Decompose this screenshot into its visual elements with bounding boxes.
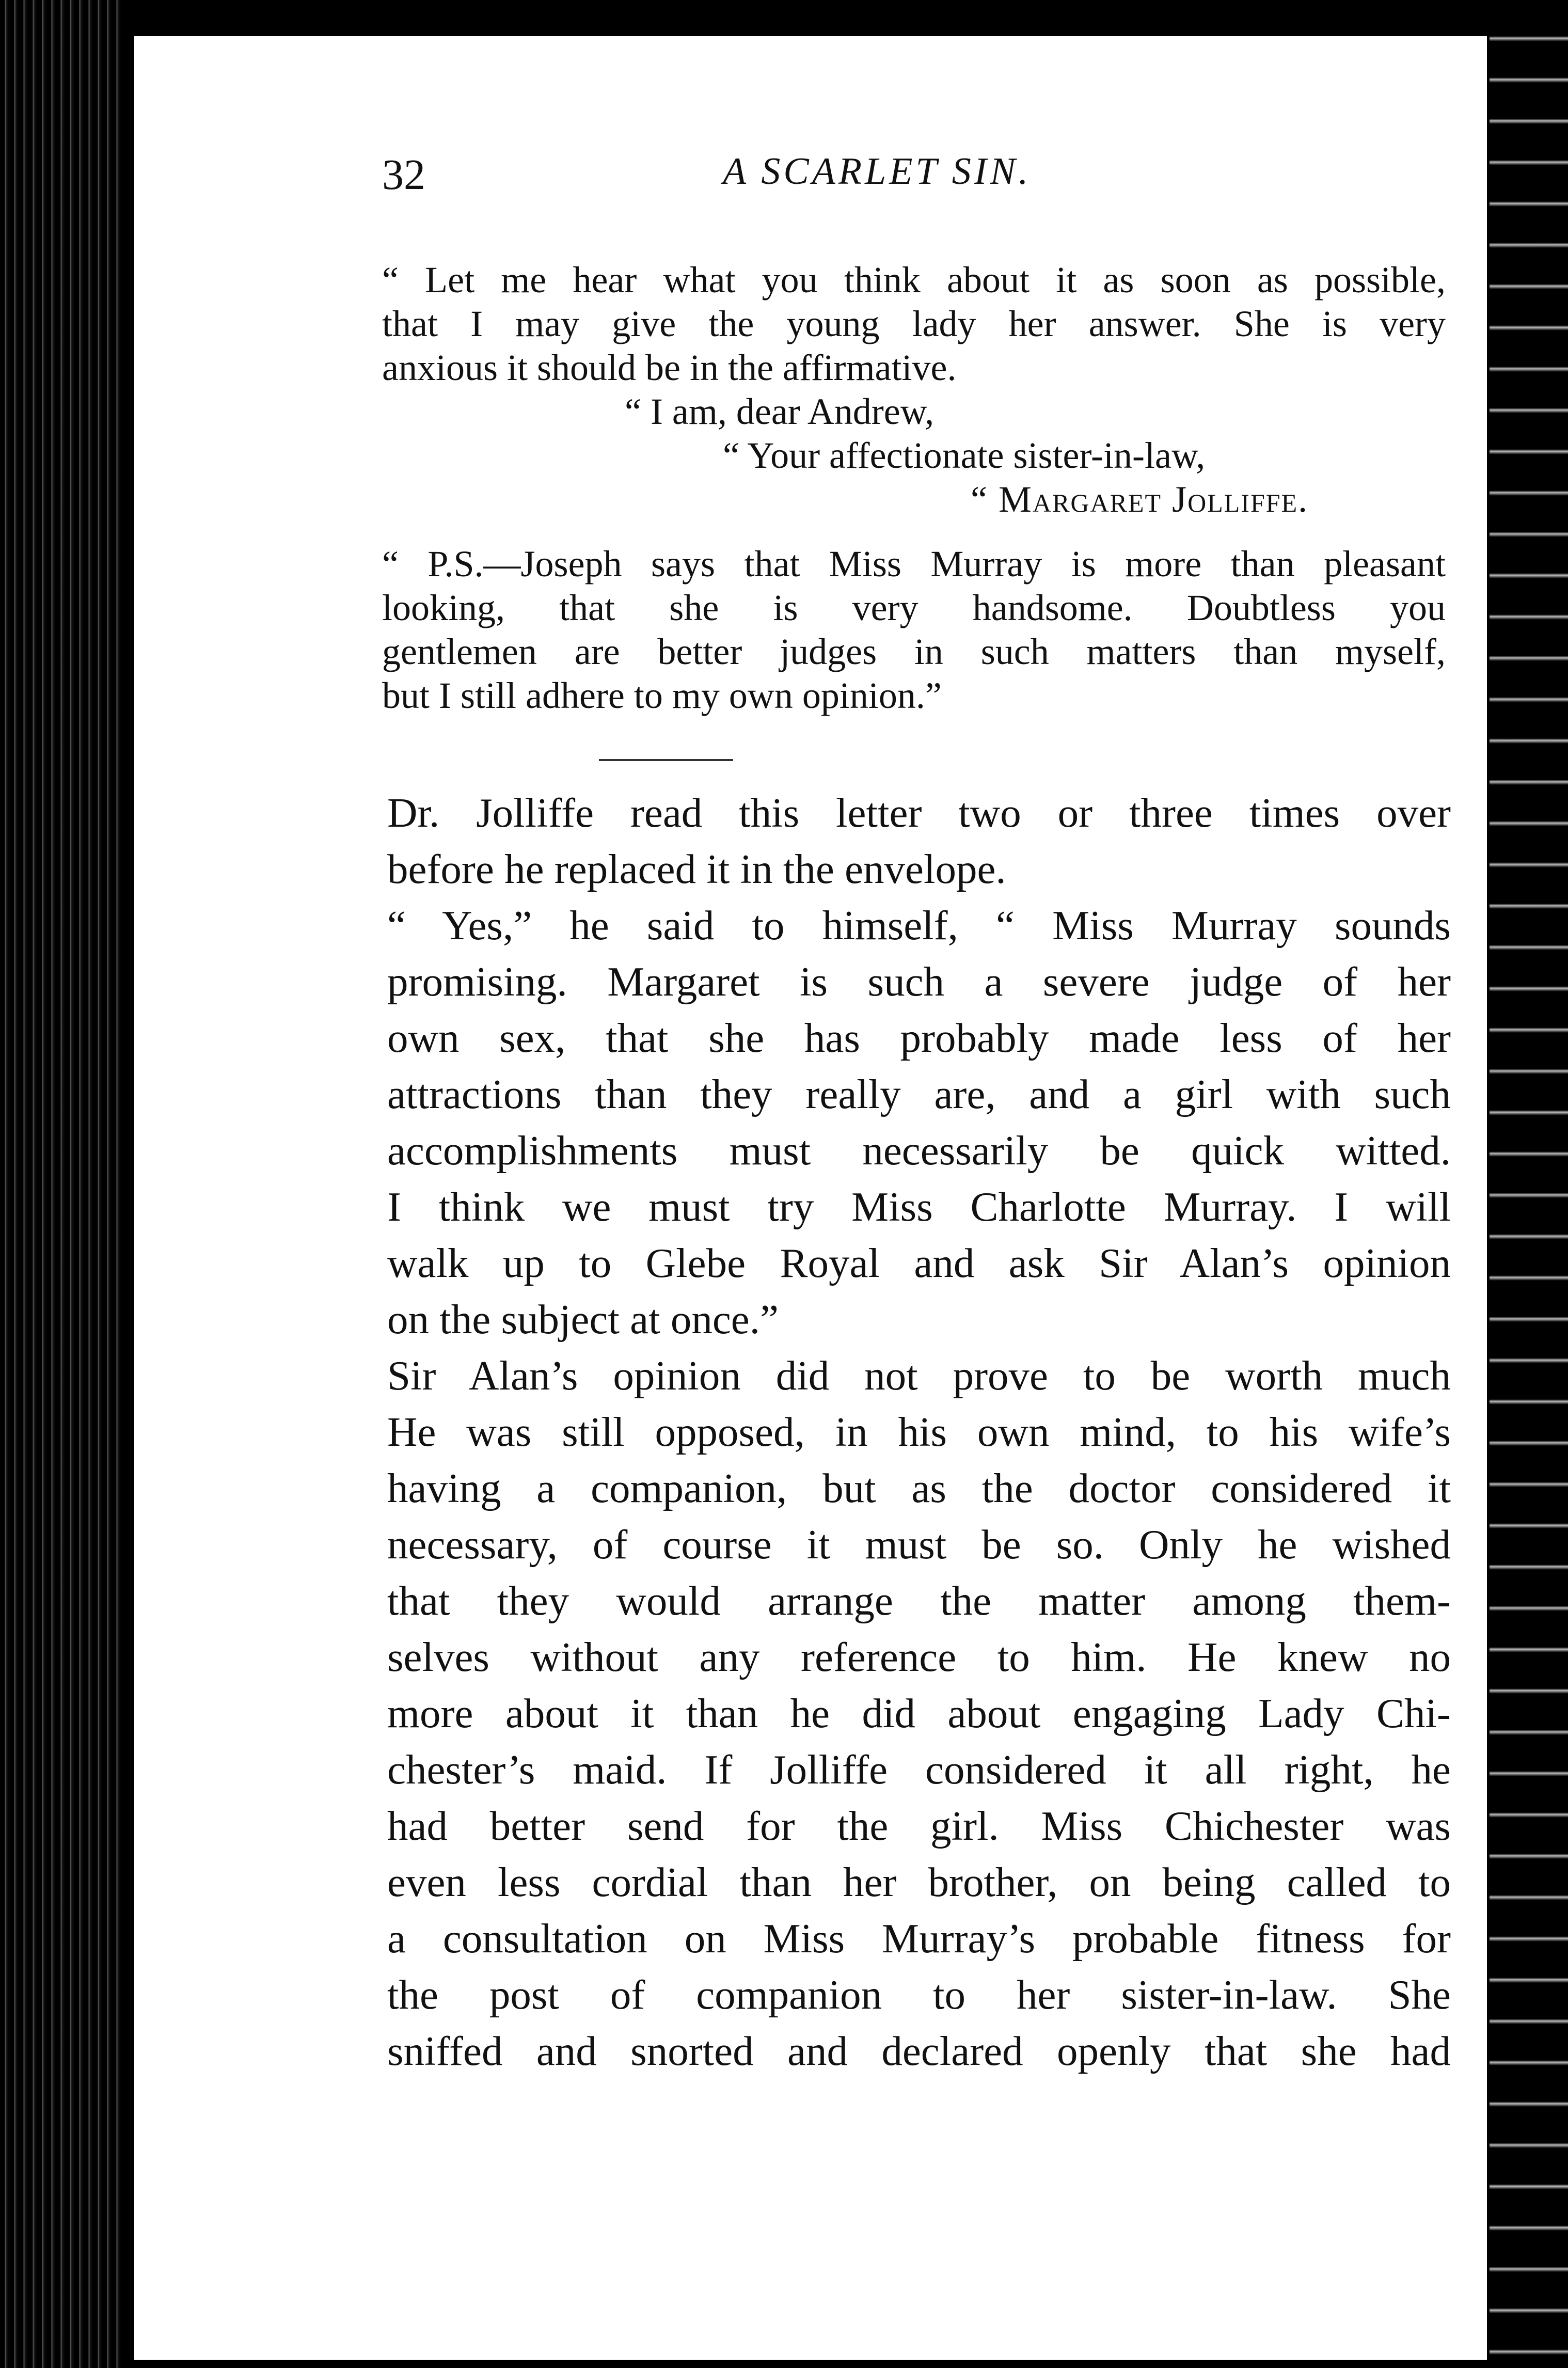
page-number: 32 [382,151,425,199]
body-line: promising. Margaret is such a severe judge of her [387,958,1451,1005]
body-text [387,785,1451,2079]
body-line: on the subject at once.” [387,1296,779,1343]
body-line: own sex, that she has probably made less of her [387,1015,1451,1061]
postscript-line: looking, that she is very handsome. Doubtless you [382,587,1446,628]
postscript-line: gentlemen are better judges in such matters than myself, [382,631,1446,672]
page-header [382,150,1446,217]
body-line: necessary, of course it must be so. Only he wished [387,1521,1451,1568]
body-line: more about it than he did about engaging Lady Chi- [387,1690,1451,1736]
postscript-line: but I still adhere to my own opinion.” [382,675,942,716]
body-line: He was still opposed, in his own mind, to his wife’s [387,1409,1451,1455]
body-line: had better send for the girl. Miss Chichester was [387,1803,1451,1849]
closing-relation: “ Your affectionate sister-in-law, [723,435,1206,476]
letter-closing [382,390,1446,522]
letter-line: anxious it should be in the affirmative. [382,347,957,388]
body-line: attractions than they really are, and a girl with such [387,1071,1451,1117]
body-line: before he replaced it in the envelope. [387,846,1006,892]
letter-line: “ Let me hear what you think about it as soon as possible, [382,259,1446,301]
body-line: sniffed and snorted and declared openly that she had [387,2028,1451,2074]
body-line: Sir Alan’s opinion did not prove to be worth much [387,1352,1451,1399]
body-line: “ Yes,” he said to himself, “ Miss Murray sounds [387,902,1451,949]
book-binding-edge [0,0,124,2368]
closing-salutation: “ I am, dear Andrew, [625,391,935,432]
body-line: even less cordial than her brother, on being called to [387,1859,1451,1905]
body-line: having a companion, but as the doctor considered it [387,1465,1451,1511]
body-line: the post of companion to her sister-in-law. She [387,1971,1451,2018]
letter-line: that I may give the young lady her answer. She is very [382,303,1446,344]
body-line: Dr. Jolliffe read this letter two or three times over [387,790,1451,836]
closing-signature: “ Margaret Jolliffe. [971,479,1309,520]
body-line: selves without any reference to him. He knew no [387,1634,1451,1680]
body-line: walk up to Glebe Royal and ask Sir Alan’s opinion [387,1240,1451,1286]
body-line: accomplishments must necessarily be quick witted. [387,1127,1451,1174]
body-line: I think we must try Miss Charlotte Murray. I will [387,1183,1451,1230]
body-line: that they would arrange the matter among them- [387,1577,1451,1624]
quoted-letter [382,258,1446,718]
running-title: A SCARLET SIN. [723,150,1032,193]
body-line: a consultation on Miss Murray’s probable fitness for [387,1915,1451,1962]
body-line: chester’s maid. If Jolliffe considered it all right, he [387,1746,1451,1793]
page-right-edge [1490,0,1568,2368]
postscript-line: “ P.S.—Joseph says that Miss Murray is more than pleasant [382,543,1446,585]
section-rule [599,759,733,761]
